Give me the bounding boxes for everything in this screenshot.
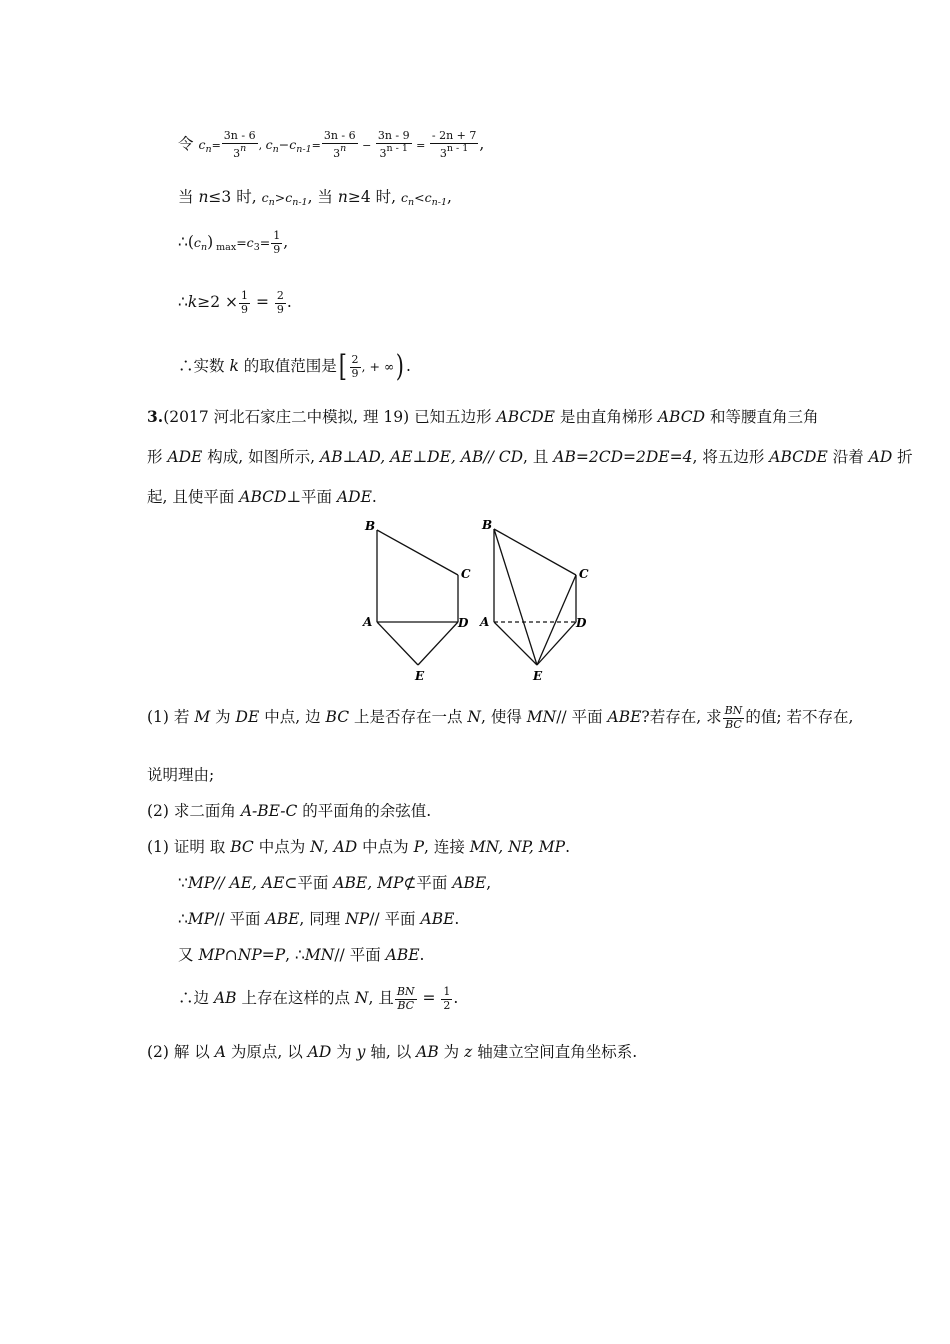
math-text: ADE xyxy=(336,488,372,506)
sub-max: max xyxy=(213,242,237,254)
var-c: c xyxy=(265,137,273,153)
frac-den: 9 xyxy=(273,242,281,256)
proof-1-intro xyxy=(147,840,570,856)
sub-n: n xyxy=(408,197,415,208)
question-2 xyxy=(147,804,431,820)
fraction-two-ninths xyxy=(275,290,286,316)
var-c: c xyxy=(424,190,432,205)
text: (1) 证明 取 xyxy=(147,838,231,856)
math-text: ABCD xyxy=(657,408,706,426)
edge-de xyxy=(418,622,458,665)
fraction-1 xyxy=(222,130,258,160)
frac-num: 2 xyxy=(351,352,359,366)
sol-line-4 xyxy=(178,290,292,316)
comma: , xyxy=(283,233,289,252)
therefore: ∴ xyxy=(178,910,188,928)
problem-3-line-1 xyxy=(147,409,818,426)
frac-num: 1 xyxy=(273,229,281,242)
exp: n - 1 xyxy=(446,142,469,154)
fraction-2 xyxy=(322,130,358,160)
label-a: A xyxy=(480,615,490,629)
label-d: D xyxy=(458,616,469,630)
text: 中点为 xyxy=(357,838,414,856)
label-e: E xyxy=(533,669,543,683)
frac-den: BC xyxy=(725,717,742,731)
text: , 且 xyxy=(523,448,554,466)
var-n: n xyxy=(198,188,209,206)
sub-n: n xyxy=(272,144,279,156)
var-n: n xyxy=(337,188,348,206)
proof-line-3 xyxy=(178,912,459,928)
text: (1) 若 xyxy=(147,708,195,727)
math-text: NP xyxy=(345,910,370,928)
lt: < xyxy=(414,190,425,205)
text: ∴实数 xyxy=(178,357,230,375)
text: // 平面 xyxy=(369,910,421,928)
text: 的值; 若不存在, xyxy=(745,708,854,727)
fraction-bn-bc xyxy=(395,986,417,1012)
text: 为 xyxy=(210,708,236,727)
equals: = xyxy=(412,139,429,153)
math-text: ABCDE xyxy=(496,408,555,426)
problem-number: 3. xyxy=(147,407,164,426)
sol-line-1: 令 $c_n=$ $\frac{3n - 6}{3n}$ , $c_n-c_{n-1}=$ $\frac{3n - 6}{3n}$ − $\frac{3n - 9}{3n - 1}$ = $\frac{- 2n + 7}{3n - 1}$ , xyxy=(178,129,485,160)
text: 当 xyxy=(178,188,199,206)
minus: − xyxy=(358,139,375,153)
sub-n1: n-1 xyxy=(431,197,447,208)
text: ≥2 × xyxy=(197,293,239,312)
text: , xyxy=(323,838,334,856)
edge-bc xyxy=(377,530,458,575)
sub-n: n xyxy=(268,197,275,208)
exp: n - 1 xyxy=(386,142,408,154)
math-text: AB=2CD=2DE=4 xyxy=(553,448,693,466)
question-1-line-2: 说明理由; xyxy=(147,766,215,784)
comma: , xyxy=(258,139,266,153)
text: , 使得 xyxy=(480,708,527,727)
text: ∩ xyxy=(224,946,238,964)
math-text: y xyxy=(356,1043,366,1061)
left-bracket: [ xyxy=(338,349,347,384)
text: (2) 求二面角 xyxy=(147,802,241,820)
equals: = xyxy=(417,989,441,1008)
text: // 平面 xyxy=(214,910,266,928)
fraction-one-ninth xyxy=(271,230,282,256)
label-b: B xyxy=(365,519,376,533)
var-k: k xyxy=(229,357,239,375)
math-text: ABE xyxy=(607,708,642,727)
sol-line-3 xyxy=(178,230,288,256)
text: ⊂平面 xyxy=(284,874,334,892)
equals: = xyxy=(251,293,274,312)
label-b: B xyxy=(482,518,493,532)
math-text: MN, NP, MP xyxy=(469,838,566,856)
frac-num: - 2n + 7 xyxy=(431,129,477,142)
text: 起, 且使平面 xyxy=(147,488,240,506)
math-text: BC xyxy=(325,708,350,727)
frac-den: BC xyxy=(397,998,415,1012)
label-c: C xyxy=(461,567,471,581)
frac-den: 3 xyxy=(379,146,387,160)
because: ∵ xyxy=(178,874,188,892)
text: 的平面角的余弦值. xyxy=(297,802,432,820)
math-text: MP// AE, AE xyxy=(187,874,285,892)
math-text: N xyxy=(354,989,369,1008)
math-text: A xyxy=(214,1043,226,1061)
math-text: AB⊥AD, AE⊥DE, AB// CD xyxy=(320,448,524,466)
text: ⊥平面 xyxy=(286,488,337,506)
frac-den: 3 xyxy=(333,146,341,160)
math-text: AD xyxy=(307,1043,332,1061)
equals: = xyxy=(211,139,221,153)
math-text: NP=P xyxy=(237,946,286,964)
pentagon-figure xyxy=(360,515,600,685)
math-text: N xyxy=(467,708,481,727)
math-text: ABCDE xyxy=(769,448,828,466)
period: . xyxy=(453,989,459,1008)
text: 为 xyxy=(331,1043,357,1061)
text: 上存在这样的点 xyxy=(236,989,355,1008)
text: . xyxy=(565,838,571,856)
text: (2017 河北石家庄二中模拟, 理 19) 已知五边形 xyxy=(163,408,497,426)
exp: n xyxy=(340,142,347,154)
text: , 且 xyxy=(368,989,394,1008)
math-text: AD xyxy=(333,838,358,856)
proof-line-4 xyxy=(178,948,424,964)
period: . xyxy=(406,357,411,375)
var-k: k xyxy=(187,293,198,312)
comma: , xyxy=(447,188,452,206)
text: 又 xyxy=(178,946,199,964)
frac-den: 9 xyxy=(276,302,284,316)
text: , 同理 xyxy=(299,910,346,928)
solution-2-intro xyxy=(147,1045,637,1061)
problem-3-line-2 xyxy=(147,450,913,466)
exp: n xyxy=(240,142,247,154)
frac-num: 2 xyxy=(276,289,284,302)
math-text: M xyxy=(194,708,211,727)
frac-num: BN xyxy=(396,985,415,998)
text: , 将五边形 xyxy=(692,448,770,466)
question-1 xyxy=(147,705,853,731)
sol-line-2 xyxy=(178,190,452,208)
text: 中点, 边 xyxy=(259,708,326,727)
paren: ) xyxy=(207,233,214,252)
frac-num: 1 xyxy=(443,985,451,998)
text: 和等腰直角三角 xyxy=(705,408,819,426)
math-text: ABE xyxy=(452,874,487,892)
math-text: MN xyxy=(526,708,557,727)
text: ≥4 时, xyxy=(347,188,401,206)
period: . xyxy=(286,293,292,312)
problem-3-line-3 xyxy=(147,490,377,506)
text: 构成, 如图所示, xyxy=(202,448,321,466)
math-text: ADE xyxy=(167,448,203,466)
math-text: ABE xyxy=(385,946,420,964)
fraction-4 xyxy=(430,130,479,160)
text: 轴, 以 xyxy=(365,1043,417,1061)
fraction-two-ninths xyxy=(350,354,361,380)
text: . xyxy=(454,910,460,928)
label-d: D xyxy=(576,616,587,630)
comma: , xyxy=(479,135,485,154)
math-text: MN xyxy=(304,946,335,964)
fraction-bn-bc xyxy=(723,705,745,731)
frac-den: 3 xyxy=(439,146,447,160)
math-text: AD xyxy=(868,448,893,466)
text: ≤3 时, xyxy=(208,188,262,206)
text: , 当 xyxy=(307,188,338,206)
frac-den: 9 xyxy=(241,302,249,316)
math-text: ABCD xyxy=(239,488,287,506)
math-text: MP xyxy=(187,910,215,928)
math-text: N xyxy=(310,838,324,856)
frac-den: 2 xyxy=(443,998,451,1012)
text: 为 xyxy=(438,1043,465,1061)
gt: > xyxy=(274,190,286,205)
var-c: c xyxy=(198,137,206,153)
math-text: BC xyxy=(230,838,254,856)
math-text: z xyxy=(464,1043,473,1061)
frac-den: 3 xyxy=(233,146,241,160)
text: , 连接 xyxy=(424,838,470,856)
sub-n1: n-1 xyxy=(296,144,312,156)
proof-line-2 xyxy=(178,876,491,892)
equals: = xyxy=(236,235,247,251)
label-c: C xyxy=(579,567,589,581)
equals: = xyxy=(311,139,321,153)
math-text: ABE xyxy=(420,910,455,928)
equals: = xyxy=(259,235,271,251)
text: (2) 解 以 xyxy=(147,1043,215,1061)
text: , xyxy=(486,874,492,892)
math-text: P xyxy=(413,838,424,856)
frac-num: BN xyxy=(724,704,743,717)
label-a: A xyxy=(363,615,373,629)
text: 是由直角梯形 xyxy=(555,408,658,426)
fraction-one-ninth xyxy=(239,290,250,316)
therefore: ∴ xyxy=(178,293,188,312)
math-text: MP xyxy=(198,946,225,964)
text: 为原点, 以 xyxy=(225,1043,308,1061)
text: 轴建立空间直角坐标系. xyxy=(472,1043,638,1061)
right-paren: ) xyxy=(396,349,405,384)
text: // 平面 xyxy=(556,708,608,727)
math-text: A-BE-C xyxy=(240,802,298,820)
frac-num: 3n - 6 xyxy=(323,129,356,142)
var-c: c xyxy=(246,235,254,251)
figure-flat xyxy=(377,530,458,665)
var-c: c xyxy=(285,190,293,205)
text: 沿着 xyxy=(827,448,869,466)
text: . xyxy=(419,946,425,964)
text: 令 xyxy=(178,135,199,154)
sub-3: 3 xyxy=(253,242,260,254)
var-c: c xyxy=(261,190,269,205)
math-text: AB xyxy=(416,1043,439,1061)
text: 形 xyxy=(147,448,168,466)
edge-ce xyxy=(537,575,576,665)
edge-de xyxy=(537,622,576,665)
text: 中点为 xyxy=(253,838,311,856)
frac-num: 1 xyxy=(241,289,249,302)
therefore: ∴( xyxy=(178,233,194,252)
sub-n1: n-1 xyxy=(292,197,308,208)
math-text: ABE, MP xyxy=(333,874,404,892)
proof-line-5 xyxy=(178,986,458,1012)
sol-line-5 xyxy=(178,349,411,384)
sub-n: n xyxy=(205,144,212,156)
text: , + ∞ xyxy=(361,359,395,374)
var-c: c xyxy=(289,137,297,153)
var-c: c xyxy=(400,190,408,205)
text: ?若存在, 求 xyxy=(641,708,722,727)
text: 的取值范围是 xyxy=(238,357,337,375)
frac-den: 9 xyxy=(351,366,359,380)
text: 上是否存在一点 xyxy=(349,708,468,727)
sub-n: n xyxy=(200,242,208,254)
math-text: DE xyxy=(235,708,260,727)
fraction-3 xyxy=(376,130,412,160)
text: 折 xyxy=(892,448,913,466)
text: , ∴ xyxy=(285,946,305,964)
math-text: ABE xyxy=(265,910,300,928)
math-text: AB xyxy=(213,989,237,1008)
figure-folded xyxy=(494,529,576,665)
label-e: E xyxy=(415,669,425,683)
text: . xyxy=(371,488,377,506)
text: ⊄平面 xyxy=(403,874,453,892)
edge-ae xyxy=(377,622,418,665)
var-c: c xyxy=(193,235,201,251)
text: ∴边 xyxy=(178,989,214,1008)
frac-num: 3n - 9 xyxy=(377,129,410,142)
frac-num: 3n - 6 xyxy=(223,129,256,142)
text: // 平面 xyxy=(334,946,386,964)
fraction-one-half xyxy=(441,986,452,1012)
